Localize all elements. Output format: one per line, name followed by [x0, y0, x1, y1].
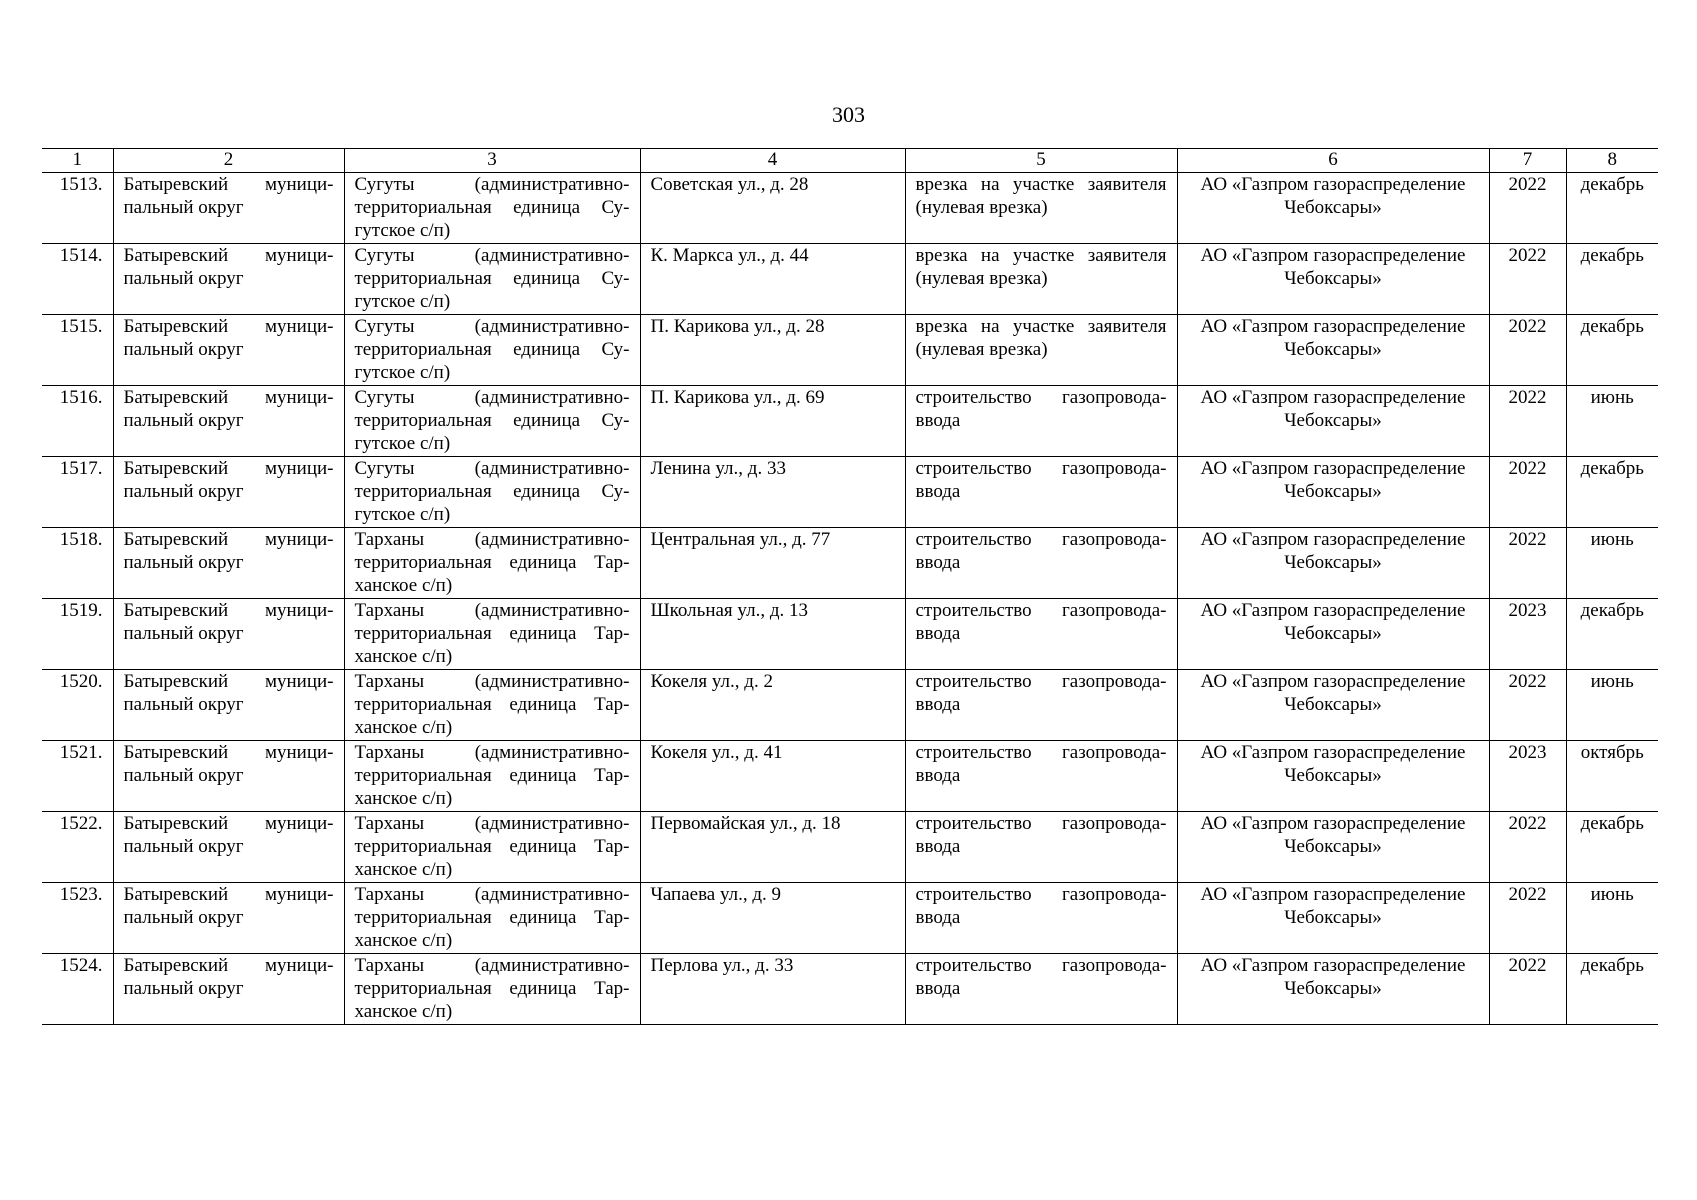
year-cell: 2023	[1489, 741, 1566, 812]
settlement-cell: Тарханы (административно-территориальная единица Тар-ханское с/п)	[344, 812, 640, 883]
year-cell: 2022	[1489, 244, 1566, 315]
month-cell: июнь	[1566, 883, 1658, 954]
table-header	[42, 149, 1658, 173]
table-row	[42, 528, 1658, 599]
organization-cell: АО «Газпром газораспределение Чебоксары»	[1177, 244, 1489, 315]
month-cell: июнь	[1566, 670, 1658, 741]
work-type-cell: врезка на участке заявителя (нулевая врезка)	[905, 315, 1177, 386]
work-type-cell: строительство газопровода-ввода	[905, 457, 1177, 528]
settlement-cell: Тарханы (административно-территориальная единица Тар-ханское с/п)	[344, 883, 640, 954]
table-row	[42, 883, 1658, 954]
organization-cell: АО «Газпром газораспределение Чебоксары»	[1177, 457, 1489, 528]
year-cell: 2022	[1489, 954, 1566, 1025]
work-type-cell: строительство газопровода-ввода	[905, 883, 1177, 954]
work-type-cell: врезка на участке заявителя (нулевая врезка)	[905, 173, 1177, 244]
address-cell: П. Карикова ул., д. 69	[640, 386, 905, 457]
district-cell: Батыревский муници-пальный округ	[113, 386, 344, 457]
year-cell: 2022	[1489, 812, 1566, 883]
month-cell: июнь	[1566, 386, 1658, 457]
settlement-cell: Сугуты (административно-территориальная единица Су-гутское с/п)	[344, 315, 640, 386]
year-cell: 2022	[1489, 315, 1566, 386]
organization-cell: АО «Газпром газораспределение Чебоксары»	[1177, 883, 1489, 954]
table-row	[42, 315, 1658, 386]
data-table	[42, 148, 1658, 1025]
district-cell: Батыревский муници-пальный округ	[113, 173, 344, 244]
year-cell: 2023	[1489, 599, 1566, 670]
work-type-cell: строительство газопровода-ввода	[905, 670, 1177, 741]
organization-cell: АО «Газпром газораспределение Чебоксары»	[1177, 954, 1489, 1025]
table-row	[42, 599, 1658, 670]
organization-cell: АО «Газпром газораспределение Чебоксары»	[1177, 812, 1489, 883]
row-number-cell: 1524.	[42, 954, 113, 1025]
organization-cell: АО «Газпром газораспределение Чебоксары»	[1177, 599, 1489, 670]
district-cell: Батыревский муници-пальный округ	[113, 670, 344, 741]
organization-cell: АО «Газпром газораспределение Чебоксары»	[1177, 315, 1489, 386]
row-number-cell: 1521.	[42, 741, 113, 812]
month-cell: октябрь	[1566, 741, 1658, 812]
organization-cell: АО «Газпром газораспределение Чебоксары»	[1177, 386, 1489, 457]
work-type-cell: строительство газопровода-ввода	[905, 386, 1177, 457]
organization-cell: АО «Газпром газораспределение Чебоксары»	[1177, 173, 1489, 244]
month-cell: декабрь	[1566, 812, 1658, 883]
column-header: 5	[905, 149, 1177, 173]
settlement-cell: Тарханы (административно-территориальная единица Тар-ханское с/п)	[344, 741, 640, 812]
settlement-cell: Сугуты (административно-территориальная единица Су-гутское с/п)	[344, 244, 640, 315]
row-number-cell: 1519.	[42, 599, 113, 670]
settlement-cell: Сугуты (административно-территориальная единица Су-гутское с/п)	[344, 457, 640, 528]
row-number-cell: 1523.	[42, 883, 113, 954]
row-number-cell: 1518.	[42, 528, 113, 599]
table-row	[42, 954, 1658, 1025]
address-cell: Советская ул., д. 28	[640, 173, 905, 244]
column-header: 2	[113, 149, 344, 173]
district-cell: Батыревский муници-пальный округ	[113, 599, 344, 670]
district-cell: Батыревский муници-пальный округ	[113, 954, 344, 1025]
address-cell: Ленина ул., д. 33	[640, 457, 905, 528]
year-cell: 2022	[1489, 173, 1566, 244]
table-row	[42, 741, 1658, 812]
settlement-cell: Тарханы (административно-территориальная единица Тар-ханское с/п)	[344, 954, 640, 1025]
year-cell: 2022	[1489, 386, 1566, 457]
column-header: 6	[1177, 149, 1489, 173]
table-body	[42, 173, 1658, 1025]
address-cell: П. Карикова ул., д. 28	[640, 315, 905, 386]
year-cell: 2022	[1489, 457, 1566, 528]
row-number-cell: 1514.	[42, 244, 113, 315]
table-row	[42, 812, 1658, 883]
work-type-cell: строительство газопровода-ввода	[905, 741, 1177, 812]
header-row	[42, 149, 1658, 173]
district-cell: Батыревский муници-пальный округ	[113, 528, 344, 599]
table-row	[42, 244, 1658, 315]
month-cell: декабрь	[1566, 315, 1658, 386]
address-cell: К. Маркса ул., д. 44	[640, 244, 905, 315]
address-cell: Перлова ул., д. 33	[640, 954, 905, 1025]
settlement-cell: Тарханы (административно-территориальная единица Тар-ханское с/п)	[344, 670, 640, 741]
row-number-cell: 1522.	[42, 812, 113, 883]
address-cell: Школьная ул., д. 13	[640, 599, 905, 670]
year-cell: 2022	[1489, 670, 1566, 741]
row-number-cell: 1516.	[42, 386, 113, 457]
year-cell: 2022	[1489, 528, 1566, 599]
settlement-cell: Тарханы (административно-территориальная единица Тар-ханское с/п)	[344, 528, 640, 599]
column-header: 8	[1566, 149, 1658, 173]
row-number-cell: 1513.	[42, 173, 113, 244]
settlement-cell: Сугуты (административно-территориальная единица Су-гутское с/п)	[344, 173, 640, 244]
row-number-cell: 1515.	[42, 315, 113, 386]
table-row	[42, 386, 1658, 457]
work-type-cell: врезка на участке заявителя (нулевая врезка)	[905, 244, 1177, 315]
address-cell: Кокеля ул., д. 2	[640, 670, 905, 741]
column-header: 3	[344, 149, 640, 173]
column-header: 7	[1489, 149, 1566, 173]
month-cell: декабрь	[1566, 173, 1658, 244]
work-type-cell: строительство газопровода-ввода	[905, 599, 1177, 670]
district-cell: Батыревский муници-пальный округ	[113, 741, 344, 812]
organization-cell: АО «Газпром газораспределение Чебоксары»	[1177, 670, 1489, 741]
work-type-cell: строительство газопровода-ввода	[905, 954, 1177, 1025]
year-cell: 2022	[1489, 883, 1566, 954]
district-cell: Батыревский муници-пальный округ	[113, 883, 344, 954]
work-type-cell: строительство газопровода-ввода	[905, 812, 1177, 883]
address-cell: Чапаева ул., д. 9	[640, 883, 905, 954]
column-header: 4	[640, 149, 905, 173]
organization-cell: АО «Газпром газораспределение Чебоксары»	[1177, 741, 1489, 812]
address-cell: Первомайская ул., д. 18	[640, 812, 905, 883]
settlement-cell: Сугуты (административно-территориальная единица Су-гутское с/п)	[344, 386, 640, 457]
settlement-cell: Тарханы (административно-территориальная единица Тар-ханское с/п)	[344, 599, 640, 670]
address-cell: Кокеля ул., д. 41	[640, 741, 905, 812]
month-cell: декабрь	[1566, 457, 1658, 528]
row-number-cell: 1517.	[42, 457, 113, 528]
table-row	[42, 670, 1658, 741]
address-cell: Центральная ул., д. 77	[640, 528, 905, 599]
month-cell: декабрь	[1566, 599, 1658, 670]
district-cell: Батыревский муници-пальный округ	[113, 457, 344, 528]
column-header: 1	[42, 149, 113, 173]
table-row	[42, 457, 1658, 528]
district-cell: Батыревский муници-пальный округ	[113, 812, 344, 883]
page-number: 303	[832, 102, 865, 127]
row-number-cell: 1520.	[42, 670, 113, 741]
work-type-cell: строительство газопровода-ввода	[905, 528, 1177, 599]
district-cell: Батыревский муници-пальный округ	[113, 315, 344, 386]
month-cell: июнь	[1566, 528, 1658, 599]
month-cell: декабрь	[1566, 954, 1658, 1025]
table-row	[42, 173, 1658, 244]
month-cell: декабрь	[1566, 244, 1658, 315]
district-cell: Батыревский муници-пальный округ	[113, 244, 344, 315]
organization-cell: АО «Газпром газораспределение Чебоксары»	[1177, 528, 1489, 599]
